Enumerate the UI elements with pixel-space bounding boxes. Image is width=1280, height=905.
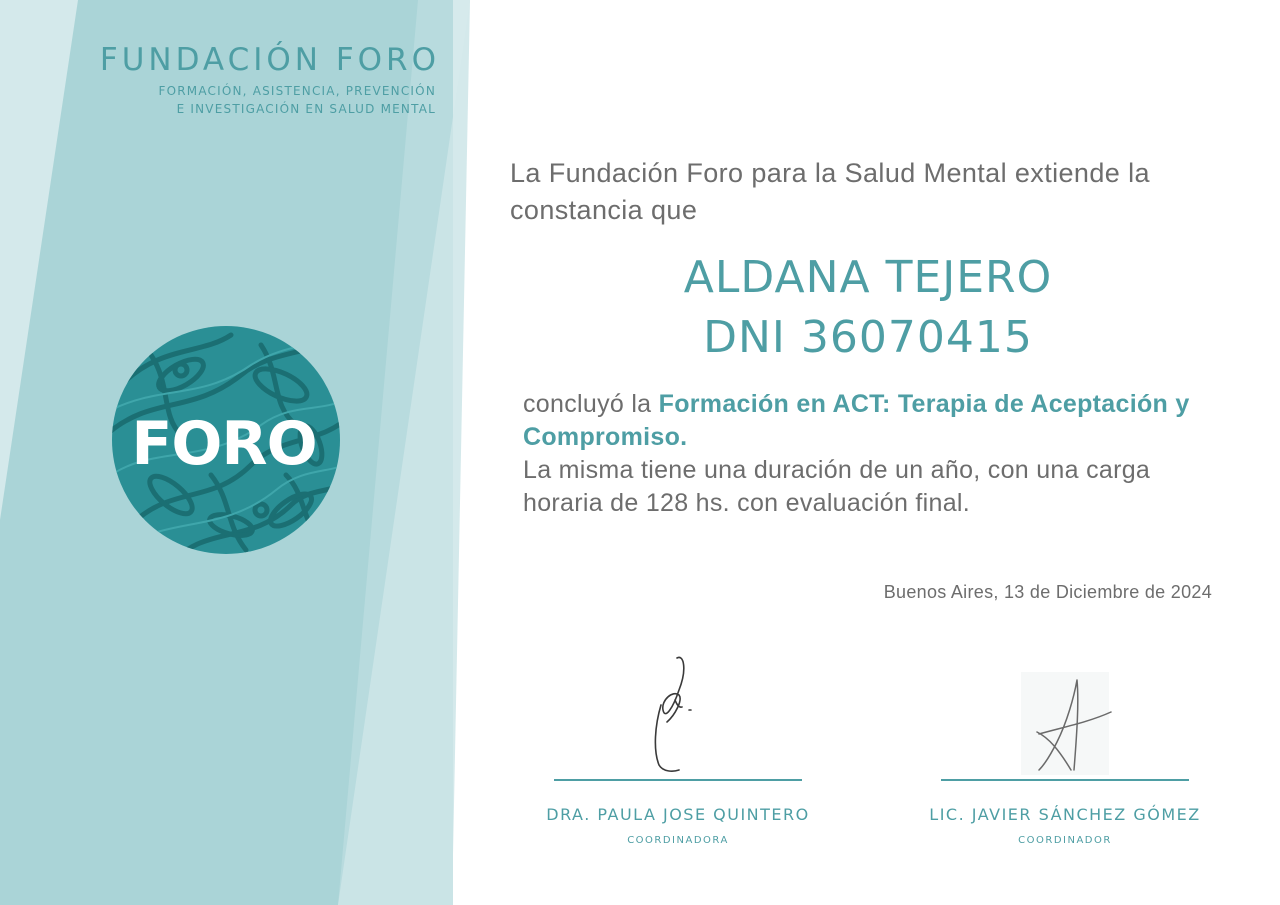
org-tagline-line1: FORMACIÓN, ASISTENCIA, PREVENCIÓN [158, 84, 436, 98]
course-details: La misma tiene una duración de un año, con una carga horaria de 128 hs. con evaluación final. [523, 456, 1151, 517]
signature-line-1 [554, 779, 802, 781]
org-tagline [159, 82, 437, 118]
signature-block-1 [546, 640, 810, 870]
signature-2 [1019, 672, 1119, 777]
recipient-id: DNI 36070415 [703, 312, 1033, 363]
signature-block-2 [929, 640, 1201, 870]
course-paragraph [523, 388, 1223, 520]
foro-logo [111, 325, 341, 555]
signature-1 [649, 650, 709, 775]
signatory-role-1: COORDINADORA [627, 835, 729, 846]
signature-line-2 [941, 779, 1189, 781]
signatory-name-2: LIC. JAVIER SÁNCHEZ GÓMEZ [929, 805, 1201, 824]
signatory-role-2: COORDINADOR [1018, 835, 1112, 846]
course-name: Formación en ACT: Terapia de Aceptación y Compromiso. [523, 390, 1190, 451]
org-name: FUNDACIÓN FORO [99, 42, 440, 78]
logo-text: FORO [131, 409, 317, 479]
place-date: Buenos Aires, 13 de Diciembre de 2024 [883, 582, 1212, 602]
body-prefix: concluyó la [523, 390, 659, 418]
org-tagline-line2: E INVESTIGACIÓN EN SALUD MENTAL [176, 102, 436, 116]
recipient-name: ALDANA TEJERO [683, 252, 1053, 303]
intro-text: La Fundación Foro para la Salud Mental extiende la constancia que [510, 158, 1150, 225]
signatory-name-1: DRA. PAULA JOSE QUINTERO [546, 805, 810, 824]
